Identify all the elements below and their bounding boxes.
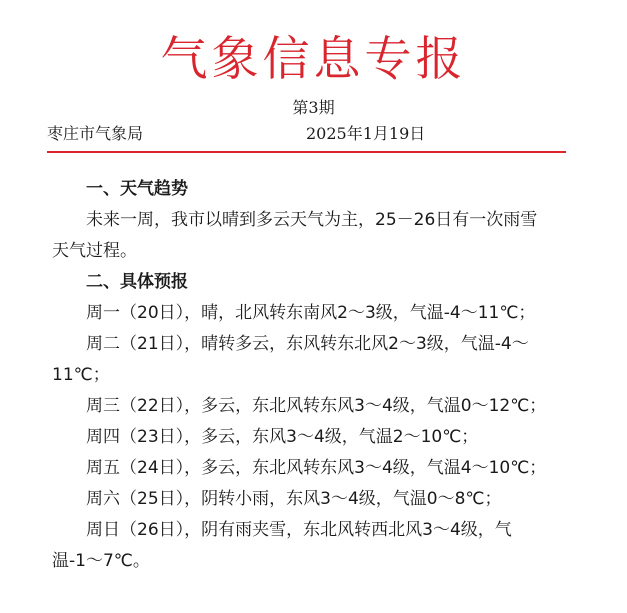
trend-text-line: 天气过程。 xyxy=(52,241,137,261)
document-body xyxy=(52,174,586,577)
header-divider xyxy=(47,151,566,153)
section-heading-forecast: 二、具体预报 xyxy=(86,272,188,292)
forecast-item-sun-cont: 温-1～7℃。 xyxy=(52,551,150,571)
issue-number: 第3期 xyxy=(292,98,335,117)
forecast-item-fri: 周五（24日），多云，东北风转东风3～4级，气温4～10℃； xyxy=(86,458,547,478)
section-heading-trend: 一、天气趋势 xyxy=(86,179,188,199)
forecast-item-mon: 周一（20日），晴，北风转东南风2～3级，气温-4～11℃； xyxy=(86,303,536,323)
forecast-item-sun: 周日（26日），阴有雨夹雪，东北风转西北风3～4级，气 xyxy=(86,520,512,540)
document-title: 气象信息专报 xyxy=(160,32,467,87)
forecast-item-tue-cont: 11℃； xyxy=(52,365,110,385)
forecast-item-sat: 周六（25日），阴转小雨，东风3～4级，气温0～8℃； xyxy=(86,489,502,509)
forecast-item-thu: 周四（23日），多云，东风3～4级，气温2～10℃； xyxy=(86,427,479,447)
forecast-item-tue: 周二（21日），晴转多云，东风转东北风2～3级，气温-4～ xyxy=(86,334,529,354)
forecast-item-wed: 周三（22日），多云，东北风转东风3～4级，气温0～12℃； xyxy=(86,396,547,416)
issue-date: 2025年1月19日 xyxy=(306,124,426,143)
trend-text-line: 未来一周，我市以晴到多云天气为主，25－26日有一次雨雪 xyxy=(86,210,538,230)
issuer: 枣庄市气象局 xyxy=(47,124,144,143)
